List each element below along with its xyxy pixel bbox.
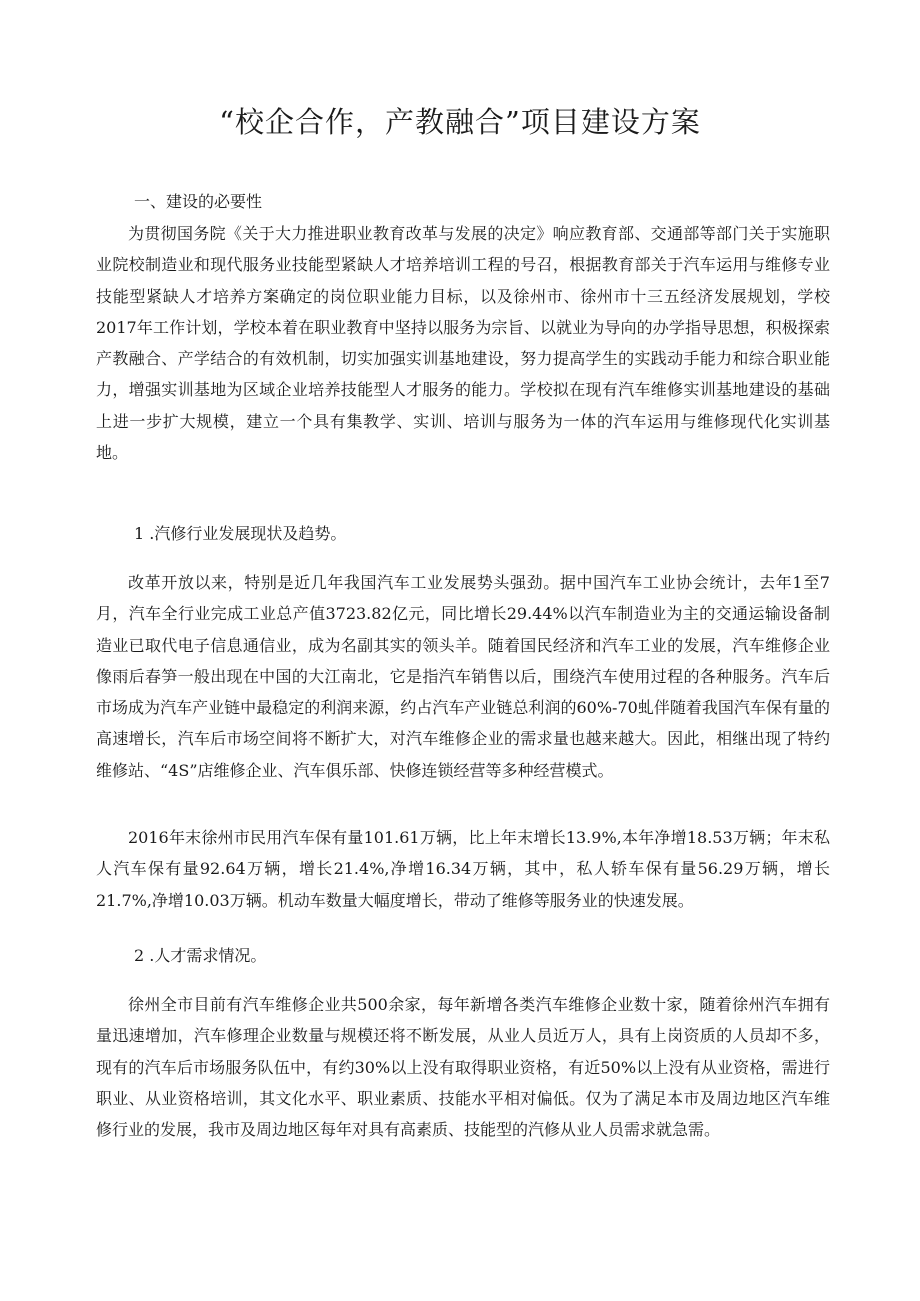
document-title: “校企合作，产教融合”项目建设方案 xyxy=(219,105,701,139)
section-heading-necessity: 一、建设的必要性 xyxy=(134,192,263,211)
paragraph-talent: 徐州全市目前有汽车维修企业共500余家，每年新增各类汽车维修企业数十家，随着徐州汽车拥有量迅速增加，汽车修理企业数量与规模还将不断发展，从业人员近万人，具有上岗资质的人员却不多，现有的汽车后市场服务队伍中，有约30%以上没有取得职业资格，有近50%以上没有从业资格，需进行职业、从业资格培训，其文化水平、职业素质、技能水平相对偏低。仅为了满足本市及周边地区汽车维修行业的发展，我市及周边地区每年对具有高素质、技能型的汽修从业人员需求就急需。 xyxy=(96,995,830,1140)
paragraph-industry: 改革开放以来，特别是近几年我国汽车工业发展势头强劲。据中国汽车工业协会统计，去年1至7月，汽车全行业完成工业总产值3723.82亿元，同比增长29.44%以汽车制造业为主的交通运输设备制造业已取代电子信息通信业，成为名副其实的领头羊。随着国民经济和汽车工业的发展，汽车维修企业像雨后春笋一般出现在中国的大江南北，它是指汽车销售以后，围绕汽车使用过程的各种服务。汽车后市场成为汽车产业链中最稳定的利润来源，约占汽车产业链总利润的60%-70虬伴随着我国汽车保有量的高速增长，汽车后市场空间将不断扩大，对汽车维修企业的需求量也越来越大。因此，相继出现了特约维修站、“4S”店维修企业、汽车俱乐部、快修连锁经营等多种经营模式。 xyxy=(96,573,830,780)
paragraph-intro: 为贯彻国务院《关于大力推进职业教育改革与发展的决定》响应教育部、交通部等部门关于实施职业院校制造业和现代服务业技能型紧缺人才培养培训工程的号召，根据教育部关于汽车运用与维修专业技能型紧缺人才培养方案确定的岗位职业能力目标，以及徐州市、徐州市十三五经济发展规划，学校2017年工作计划，学校本着在职业教育中坚持以服务为宗旨、以就业为导向的办学指导思想，积极探索产教融合、产学结合的有效机制，切实加强实训基地建设，努力提高学生的实践动手能力和综合职业能力，增强实训基地为区域企业培养技能型人才服务的能力。学校拟在现有汽车维修实训基地建设的基础上进一步扩大规模，建立一个具有集教学、实训、培训与服务为一体的汽车运用与维修现代化实训基地。 xyxy=(96,224,830,463)
subheading-talent: 2 .人才需求情况。 xyxy=(134,946,267,965)
paragraph-statistics: 2016年末徐州市民用汽车保有量101.61万辆，比上年末增长13.9%,本年净增18.53万辆；年末私人汽车保有量92.64万辆，增长21.4%,净增16.34万辆，其中，私人轿车保有量56.29万辆，增长21.7%,净增10.03万辆。机动车数量大幅度增长，带动了维修等服务业的快速发展。 xyxy=(96,828,830,910)
subheading-industry: 1 .汽修行业发展现状及趋势。 xyxy=(134,524,347,543)
